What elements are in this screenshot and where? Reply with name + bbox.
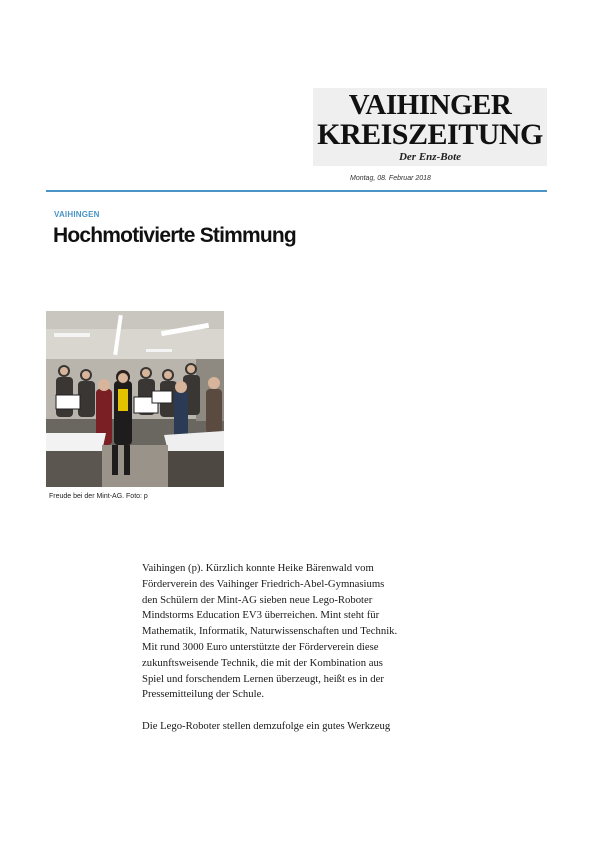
body-line: den Schülern der Mint-AG sieben neue Lego-Roboter [142,593,373,606]
section-kicker: VAIHINGEN [54,210,100,219]
article-headline: Hochmotivierte Stimmung [53,224,296,247]
body-line: Spiel und forschendem Lernen überzeugt, heißt es in der [142,672,384,685]
paragraph-1 [142,561,462,703]
masthead-logo [313,88,547,166]
body-line: Förderverein des Vaihinger Friedrich-Abel-Gymnasiums [142,577,385,590]
body-line: zukunftsweisende Technik, die mit der Kombination aus [142,656,383,669]
body-line: Vaihingen (p). Kürzlich konnte Heike Bärenwald vom [142,562,374,574]
body-line: Mathematik, Informatik, Naturwissenschaften und Technik. [142,625,398,638]
photo-caption: Freude bei der Mint-AG. Foto: p [49,493,148,500]
classroom-photo-illustration [46,311,224,487]
article-body [142,561,462,751]
masthead-line2: KREISZEITUNG [317,118,543,151]
masthead-subtitle: Der Enz-Bote [398,151,462,163]
publication-date: Montag, 08. Februar 2018 [350,175,431,182]
body-line: Pressemitteilung der Schule. [142,688,264,701]
body-line: Die Lego-Roboter stellen demzufolge ein gutes Werkzeug [142,719,391,732]
body-line: Mindstorms Education EV3 überreichen. Mint steht für [142,609,380,622]
header-divider [46,190,547,192]
paragraph-2 [142,719,462,735]
masthead-line1: VAIHINGER [348,89,512,121]
article-photo [46,311,224,487]
body-line: Mit rund 3000 Euro unterstützte der Förderverein diese [142,640,379,653]
